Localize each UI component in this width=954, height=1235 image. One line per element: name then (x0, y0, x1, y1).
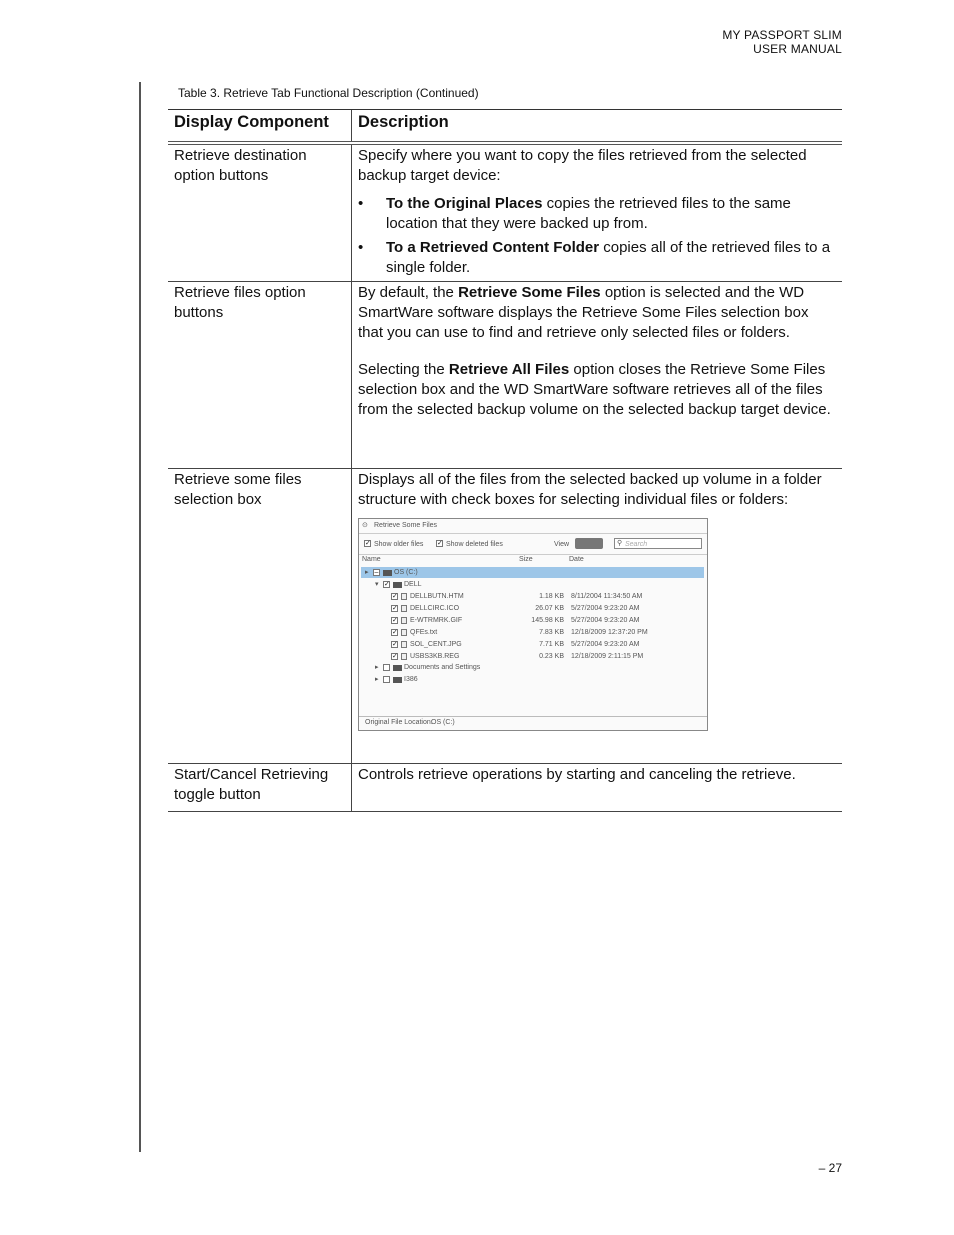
table-header (168, 110, 842, 145)
status-label: Original File Location: (365, 719, 433, 726)
view-label: View (554, 541, 570, 548)
description-cell (352, 469, 842, 763)
folder-icon (393, 582, 402, 588)
file-size: 1.18 KB (539, 593, 564, 600)
page-number: – 27 (818, 1161, 842, 1175)
folder-icon (383, 570, 392, 576)
table-row (168, 145, 842, 282)
view-toggle-icon (575, 538, 603, 549)
file-checkbox: ✓ (392, 641, 398, 648)
file-name: QFEs.txt (410, 629, 438, 636)
description-paragraph: By default, the Retrieve Some Files option is selected and the WD SmartWare software displays the Retrieve Some Files selection box that you can use to find and retrieve only selected files or folders. (358, 284, 809, 341)
file-date: 12/18/2009 12:37:20 PM (571, 629, 648, 636)
header-title: MY PASSPORT SLIM (722, 28, 842, 42)
status-value: OS (C:) (431, 719, 455, 726)
file-icon (401, 653, 407, 660)
file-checkbox: ✓ (392, 593, 398, 600)
file-icon (401, 617, 407, 624)
header-description: Description (358, 113, 449, 131)
show-deleted-checkbox: ✓ (437, 540, 443, 547)
header-display-component: Display Component (168, 110, 352, 141)
show-older-label: Show older files (374, 541, 424, 548)
description-cell (352, 282, 842, 468)
file-name: DELLBUTN.HTM (410, 593, 464, 600)
show-deleted-label: Show deleted files (446, 541, 503, 548)
col-date: Date (569, 556, 584, 563)
file-size: 7.83 KB (539, 629, 564, 636)
collapse-icon: ⊙ (362, 522, 368, 529)
description-paragraph: Selecting the Retrieve All Files option closes the Retrieve Some Files selection box and the WD SmartWare software retrieves all of the files from the selected backup volume on the selected backup target device. (358, 361, 831, 418)
description-cell (352, 145, 842, 281)
folder-label: DELL (404, 581, 422, 588)
component-cell: Retrieve files option buttons (168, 282, 352, 468)
file-size: 145.98 KB (531, 617, 564, 624)
component-cell: Retrieve destination option buttons (168, 145, 352, 281)
bullet-item: • To a Retrieved Content Folder copies all of the retrieved files to a single folder. (358, 239, 831, 276)
file-checkbox: ✓ (392, 605, 398, 612)
bullet-item: • To the Original Places copies the retrieved files to the same location that they were backed up from. (358, 195, 791, 232)
header-subtitle: USER MANUAL (753, 42, 842, 56)
drive-checkbox: – (374, 569, 379, 576)
expand-arrow-icon: ▸ (375, 664, 379, 671)
search-icon: ⚲ (617, 540, 623, 547)
file-date: 5/27/2004 9:23:20 AM (571, 617, 640, 624)
folder-label: I386 (404, 676, 418, 683)
col-name: Name (362, 556, 381, 563)
expand-arrow-icon: ▸ (375, 676, 379, 683)
search-placeholder: Search (625, 541, 648, 548)
file-checkbox: ✓ (392, 617, 398, 624)
expand-arrow-icon: ▸ (365, 569, 369, 576)
description-paragraph: Displays all of the files from the selected backed up volume in a folder structure with check boxes for selecting individual files or folders: (358, 471, 822, 508)
file-size: 26.07 KB (535, 605, 564, 612)
drive-label: OS (C:) (394, 569, 418, 576)
file-date: 12/18/2009 2:11:15 PM (571, 653, 644, 660)
folder-icon (393, 665, 402, 671)
file-name: E-WTRMRK.GIF (410, 617, 463, 624)
file-checkbox: ✓ (392, 653, 398, 660)
component-cell: Start/Cancel Retrieving toggle button (168, 764, 352, 811)
bold-term: To a Retrieved Content Folder (386, 239, 600, 256)
table-row (168, 282, 842, 469)
retrieve-tab-table (168, 109, 842, 812)
file-icon (401, 641, 407, 648)
table-row (168, 469, 842, 764)
retrieve-some-files-screenshot (358, 518, 708, 731)
bullet-text: copies all of the retrieved files to a single folder. (386, 239, 831, 276)
folder-checkbox: ✓ (384, 581, 390, 588)
file-date: 5/27/2004 9:23:20 AM (571, 605, 640, 612)
file-checkbox: ✓ (392, 629, 398, 636)
folder-checkbox (383, 676, 390, 683)
expand-arrow-icon: ▾ (375, 581, 379, 588)
folder-label: Documents and Settings (404, 664, 481, 671)
table-row (168, 764, 842, 812)
folder-checkbox (383, 664, 390, 671)
margin-rule (139, 82, 141, 1152)
table-caption: Table 3. Retrieve Tab Functional Description (Continued) (178, 86, 479, 100)
file-icon (401, 605, 407, 612)
description-intro: Specify where you want to copy the files retrieved from the selected backup target device: (358, 147, 807, 184)
file-size: 0.23 KB (539, 653, 564, 660)
file-icon (401, 593, 407, 600)
file-date: 5/27/2004 9:23:20 AM (571, 641, 640, 648)
bullet-text: copies the retrieved files to the same location that they were backed up from. (386, 195, 791, 232)
file-name: DELLCIRC.ICO (410, 605, 460, 612)
file-date: 8/11/2004 11:34:50 AM (571, 593, 643, 600)
file-icon (401, 629, 407, 636)
running-header (722, 28, 842, 56)
col-size: Size (519, 556, 533, 563)
file-name: USBS3KB.REG (410, 653, 460, 660)
file-size: 7.71 KB (539, 641, 564, 648)
description-cell: Controls retrieve operations by starting and canceling the retrieve. (358, 766, 796, 783)
folder-icon (393, 677, 402, 683)
show-older-checkbox: ✓ (365, 540, 371, 547)
panel-title: Retrieve Some Files (374, 522, 438, 529)
file-name: SOL_CENT.JPG (410, 641, 462, 648)
bold-term: To the Original Places (386, 195, 543, 212)
component-cell: Retrieve some files selection box (168, 469, 352, 763)
